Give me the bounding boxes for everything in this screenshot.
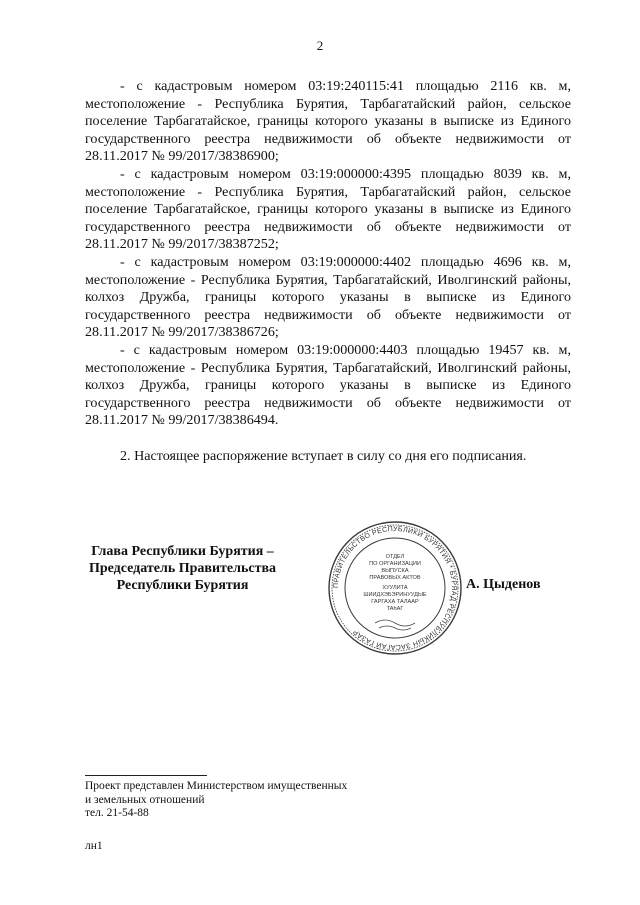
signatory-title-line: Республики Бурятия: [116, 578, 249, 593]
seal-center-text: ГАРГАХА ТАЛААР: [371, 599, 419, 605]
seal-center-text: ВЫПУСКА: [381, 568, 409, 574]
footnote-line: тел. 21-54-88: [85, 807, 149, 819]
paragraph-item-2: 2. Настоящее распоряжение вступает в силу со дня его подписания.: [120, 447, 527, 464]
signatory-title-line: Глава Республики Бурятия –: [91, 544, 274, 559]
signatory-title-line: Председатель Правительства: [88, 561, 277, 576]
document-code: лн1: [85, 840, 103, 852]
footnote-divider: [85, 775, 207, 776]
seal-center-text: ПРАВОВЫХ АКТОВ: [369, 575, 421, 581]
paragraph-parcel-1: - с кадастровым номером 03:19:240115:41 площадью 2116 кв. м, местоположение - Республика Бурятия, Тарбагатайский район, сельское поселение Тарбагатайское, границы которого указаны в выписке из Единого государственного реестра недвижимости об объекте недвижимости от 28.11.2017 № 99/2017/38386900;: [85, 78, 571, 165]
seal-center-text: ОТДЕЛ: [385, 554, 405, 560]
seal-center-text: ХУУЛИТА: [382, 585, 408, 591]
paragraph-parcel-4: - с кадастровым номером 03:19:000000:4403 площадью 19457 кв. м, местоположение - Республика Бурятия, Тарбагатайский, Иволгинский районы, колхоз Дружба, границы которого указаны в выписке из Единого государственного реестра недвижимости об объекте недвижимости от 28.11.2017 № 99/2017/38386494.: [85, 341, 571, 429]
footnote-line: Проект представлен Министерством имущественных: [85, 780, 348, 792]
official-seal: [327, 520, 463, 656]
footnote-line: и земельных отношений: [85, 793, 205, 806]
seal-center-text: ТАһАГ: [386, 606, 404, 612]
document-body: [85, 78, 571, 465]
footnote: [85, 780, 347, 821]
paragraph-parcel-2: - с кадастровым номером 03:19:000000:4395 площадью 8039 кв. м, местоположение - Республика Бурятия, Тарбагатайский район, сельское поселение Тарбагатайское, границы которого указаны в выписке из Единого государственного реестра недвижимости об объекте недвижимости от 28.11.2017 № 99/2017/38387252;: [85, 165, 571, 253]
seal-ring-text: ПРАВИТЕЛЬСТВО РЕСПУБЛИКИ БУРЯТИЯ * БУРЯАД РЕСПУБЛИКЫН ЗАСАГАЙ ГАЗАР: [332, 525, 458, 651]
signatory-name: А. Цыденов: [466, 577, 541, 592]
signatory-title: [80, 543, 285, 594]
paragraph-parcel-3: - с кадастровым номером 03:19:000000:4402 площадью 4696 кв. м, местоположение - Республика Бурятия, Тарбагатайский, Иволгинский районы, колхоз Дружба, границы которого указаны в выписке из Единого государственного реестра недвижимости об объекте недвижимости от 28.11.2017 № 99/2017/38386726;: [85, 253, 571, 341]
seal-center-text: ШИИДХЭБЭРИНУУДЫЕ: [363, 592, 427, 598]
page-number: 2: [316, 38, 324, 53]
seal-center-text: ПО ОРГАНИЗАЦИИ: [369, 561, 421, 567]
